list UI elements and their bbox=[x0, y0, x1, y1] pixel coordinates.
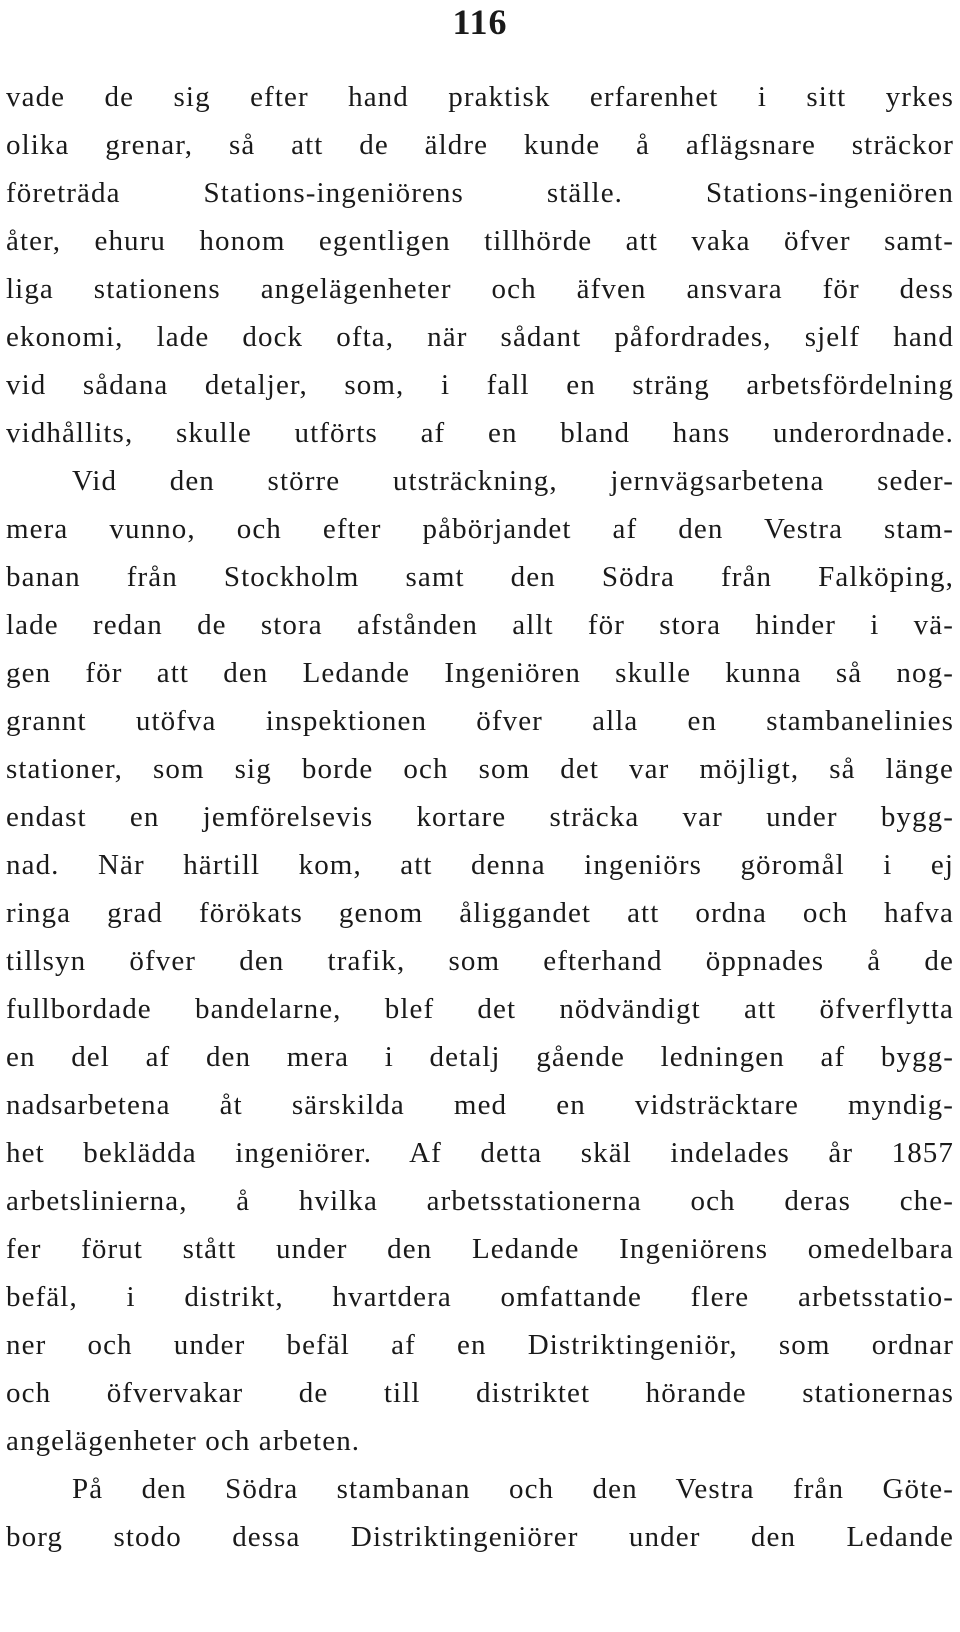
text-line: banan från Stockholm samt den Södra från Falköping, bbox=[6, 561, 954, 593]
text-line: befäl, i distrikt, hvartdera omfattande flere arbetsstatio- bbox=[6, 1281, 954, 1313]
text-line: Vid den större utsträckning, jernvägsarbetena seder- bbox=[72, 465, 954, 497]
body-text bbox=[6, 73, 954, 1561]
text-line: vade de sig efter hand praktisk erfarenhet i sitt yrkes bbox=[6, 81, 954, 113]
text-line: olika grenar, så att de äldre kunde å aflägsnare sträckor bbox=[6, 129, 954, 161]
text-line: På den Södra stambanan och den Vestra från Göte- bbox=[72, 1473, 954, 1505]
text-line: grannt utöfva inspektionen öfver alla en stambanelinies bbox=[6, 705, 954, 737]
text-line: företräda Stations-ingeniörens ställe. Stations-ingeniören bbox=[6, 177, 954, 209]
text-line: angelägenheter och arbeten. bbox=[6, 1425, 361, 1457]
text-line: arbetslinierna, å hvilka arbetsstationerna och deras che- bbox=[6, 1185, 954, 1217]
text-line: fullbordade bandelarne, blef det nödvändigt att öfverflytta bbox=[6, 993, 954, 1025]
text-line: fer förut stått under den Ledande Ingeniörens omedelbara bbox=[6, 1233, 954, 1265]
text-line: ringa grad förökats genom åliggandet att ordna och hafva bbox=[6, 897, 954, 929]
text-line: borg stodo dessa Distriktingeniörer under den Ledande bbox=[6, 1521, 954, 1553]
text-line: och öfvervakar de till distriktet hörande stationernas bbox=[6, 1377, 954, 1409]
text-line: tillsyn öfver den trafik, som efterhand öppnades å de bbox=[6, 945, 954, 977]
text-line: en del af den mera i detalj gående ledningen af bygg- bbox=[6, 1041, 954, 1073]
text-line: ekonomi, lade dock ofta, när sådant påfordrades, sjelf hand bbox=[6, 321, 954, 353]
text-line: stationer, som sig borde och som det var möjligt, så länge bbox=[6, 753, 954, 785]
text-line: het beklädda ingeniörer. Af detta skäl indelades år 1857 bbox=[6, 1137, 954, 1169]
text-line: liga stationens angelägenheter och äfven ansvara för dess bbox=[6, 273, 954, 305]
text-line: åter, ehuru honom egentligen tillhörde att vaka öfver samt- bbox=[6, 225, 954, 257]
page-number: 116 bbox=[452, 2, 508, 42]
text-line: ner och under befäl af en Distriktingeniör, som ordnar bbox=[6, 1329, 954, 1361]
text-line: mera vunno, och efter påbörjandet af den Vestra stam- bbox=[6, 513, 954, 545]
text-line: gen för att den Ledande Ingeniören skulle kunna så nog- bbox=[6, 657, 954, 689]
text-line: vid sådana detaljer, som, i fall en sträng arbetsfördelning bbox=[6, 369, 954, 401]
text-line: endast en jemförelsevis kortare sträcka var under bygg- bbox=[6, 801, 954, 833]
text-line: vidhållits, skulle utförts af en bland hans underordnade. bbox=[6, 417, 954, 449]
text-line: nad. När härtill kom, att denna ingeniörs göromål i ej bbox=[6, 849, 954, 881]
text-line: nadsarbetena åt särskilda med en vidsträcktare myndig- bbox=[6, 1089, 954, 1121]
text-line: lade redan de stora afstånden allt för stora hinder i vä- bbox=[6, 609, 954, 641]
